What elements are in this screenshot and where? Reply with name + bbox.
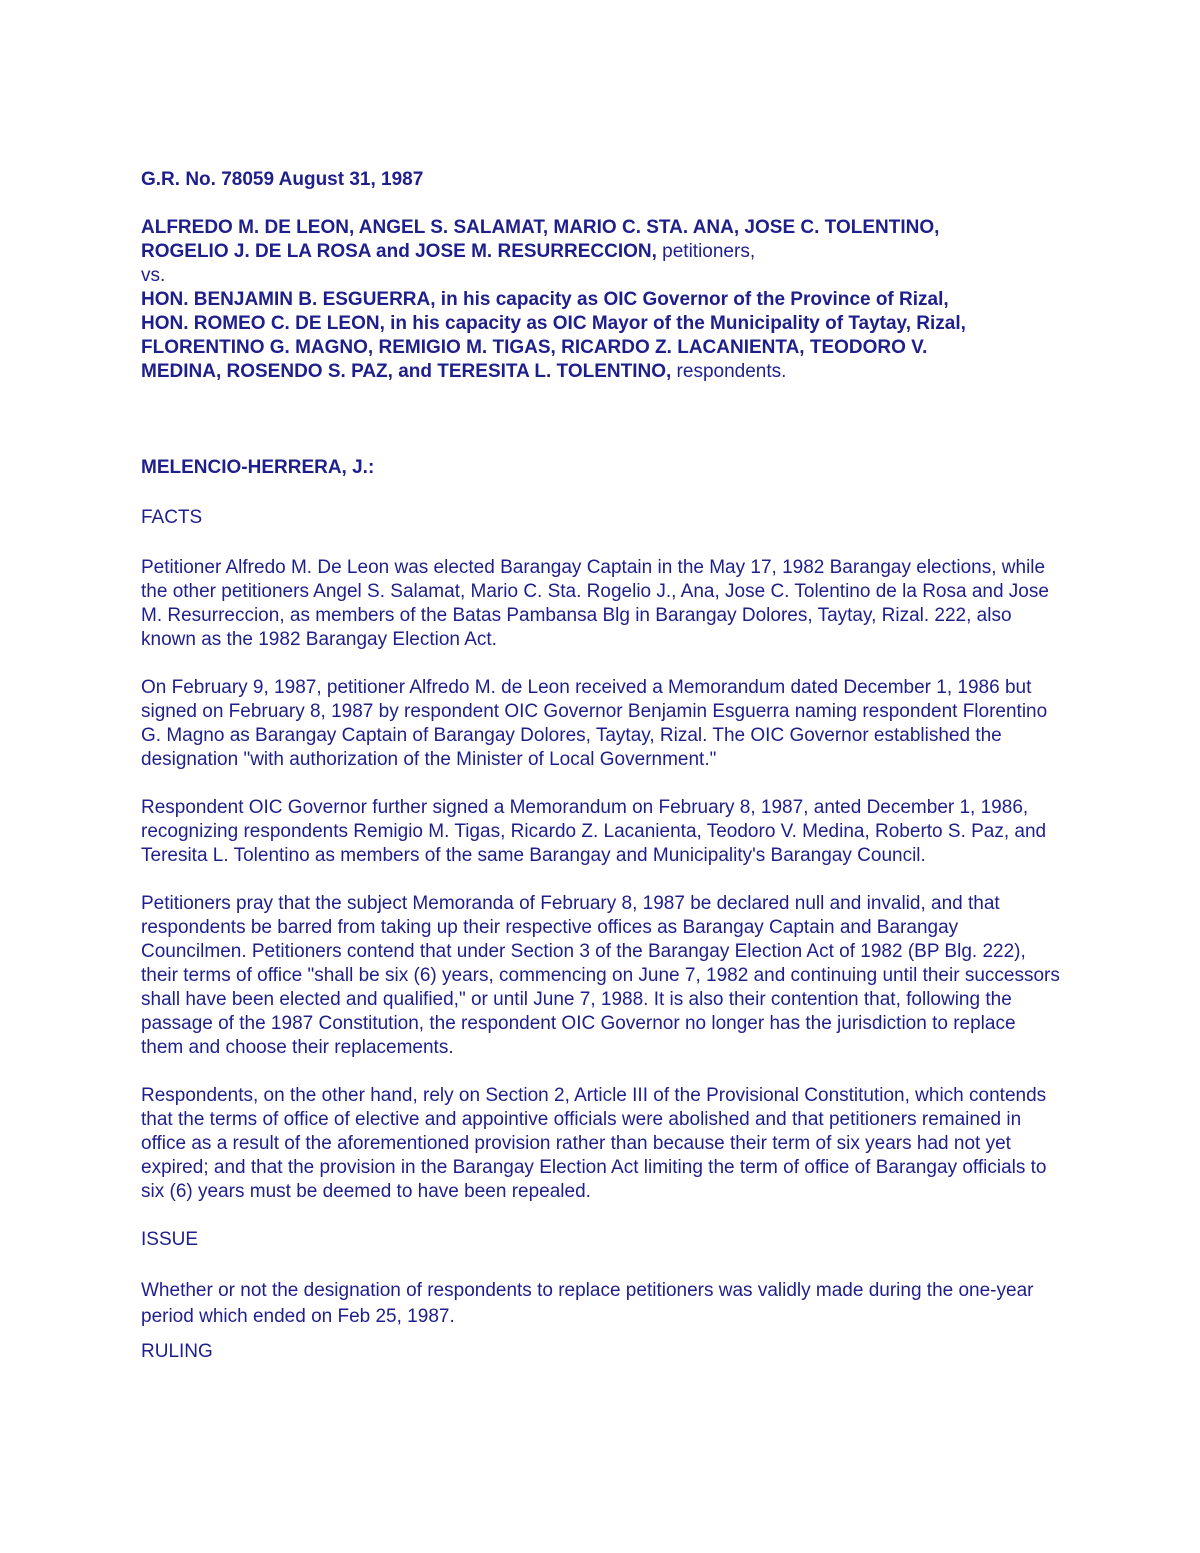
document-page: [141, 168, 1061, 1364]
facts-paragraph-4: Petitioners pray that the subject Memoranda of February 8, 1987 be declared null and invalid, and that respondents be barred from taking up their respective offices as Barangay Captain and Barangay Councilmen. Petitioners contend that under Section 3 of the Barangay Election Act of 1982 (BP Blg. 222), their terms of office "shall be six (6) years, commencing on June 7, 1982 and continuing until their successors shall have been elected and qualified," or until June 7, 1988. It is also their contention that, following the passage of the 1987 Constitution, the respondent OIC Governor no longer has the jurisdiction to replace them and choose their replacements.: [141, 893, 1060, 1058]
versus: vs.: [141, 265, 166, 286]
ponente: MELENCIO-HERRERA, J.:: [141, 457, 375, 478]
respondents-block: [141, 288, 1061, 384]
facts-paragraph-5: Respondents, on the other hand, rely on Section 2, Article III of the Provisional Constitution, which contends that the terms of office of elective and appointive officials were abolished and that petitioners remained in office as a result of the aforementioned provision rather than because their term of six years had not yet expired; and that the provision in the Barangay Election Act limiting the term of office of Barangay officials to six (6) years must be deemed to have been repealed.: [141, 1085, 1047, 1202]
respondents-line-4: [141, 360, 1061, 384]
petitioners-line-2: [141, 240, 1061, 264]
issue-heading: ISSUE: [141, 1229, 199, 1250]
petitioners-names-line-1: ALFREDO M. DE LEON, ANGEL S. SALAMAT, MARIO C. STA. ANA, JOSE C. TOLENTINO,: [141, 217, 940, 238]
ruling-heading: RULING: [141, 1341, 213, 1362]
facts-paragraph-1: Petitioner Alfredo M. De Leon was elected Barangay Captain in the May 17, 1982 Barangay elections, while the other petitioners Angel S. Salamat, Mario C. Sta. Rogelio J., Ana, Jose C. Tolentino de la Rosa and Jose M. Resurreccion, as members of the Batas Pambansa Blg in Barangay Dolores, Taytay, Rizal. 222, also known as the 1982 Barangay Election Act.: [141, 557, 1049, 650]
respondents-names-line-4: MEDINA, ROSENDO S. PAZ, and TERESITA L. TOLENTINO,: [141, 361, 672, 382]
respondents-line-1: HON. BENJAMIN B. ESGUERRA, in his capacity as OIC Governor of the Province of Rizal,: [141, 289, 949, 310]
respondents-line-3: FLORENTINO G. MAGNO, REMIGIO M. TIGAS, RICARDO Z. LACANIENTA, TEODORO V.: [141, 337, 928, 358]
petitioners-label: petitioners,: [656, 241, 756, 262]
case-number: G.R. No. 78059 August 31, 1987: [141, 169, 424, 190]
issue-text: Whether or not the designation of respondents to replace petitioners was validly made during the one-year period which ended on Feb 25, 1987.: [141, 1280, 1034, 1327]
facts-heading: FACTS: [141, 507, 203, 528]
respondents-line-2: HON. ROMEO C. DE LEON, in his capacity as OIC Mayor of the Municipality of Taytay, Rizal,: [141, 313, 966, 334]
petitioners-names-line-2: ROGELIO J. DE LA ROSA and JOSE M. RESURRECCION,: [141, 241, 657, 262]
respondents-label: respondents.: [671, 361, 787, 382]
facts-paragraph-2: On February 9, 1987, petitioner Alfredo M. de Leon received a Memorandum dated December 1, 1986 but signed on February 8, 1987 by respondent OIC Governor Benjamin Esguerra naming respondent Florentino G. Magno as Barangay Captain of Barangay Dolores, Taytay, Rizal. The OIC Governor established the designation "with authorization of the Minister of Local Government.": [141, 677, 1048, 770]
facts-paragraph-3: Respondent OIC Governor further signed a Memorandum on February 8, 1987, anted December 1, 1986, recognizing respondents Remigio M. Tigas, Ricardo Z. Lacanienta, Teodoro V. Medina, Roberto S. Paz, and Teresita L. Tolentino as members of the same Barangay and Municipality's Barangay Council.: [141, 797, 1047, 866]
petitioners-block: [141, 216, 1061, 264]
